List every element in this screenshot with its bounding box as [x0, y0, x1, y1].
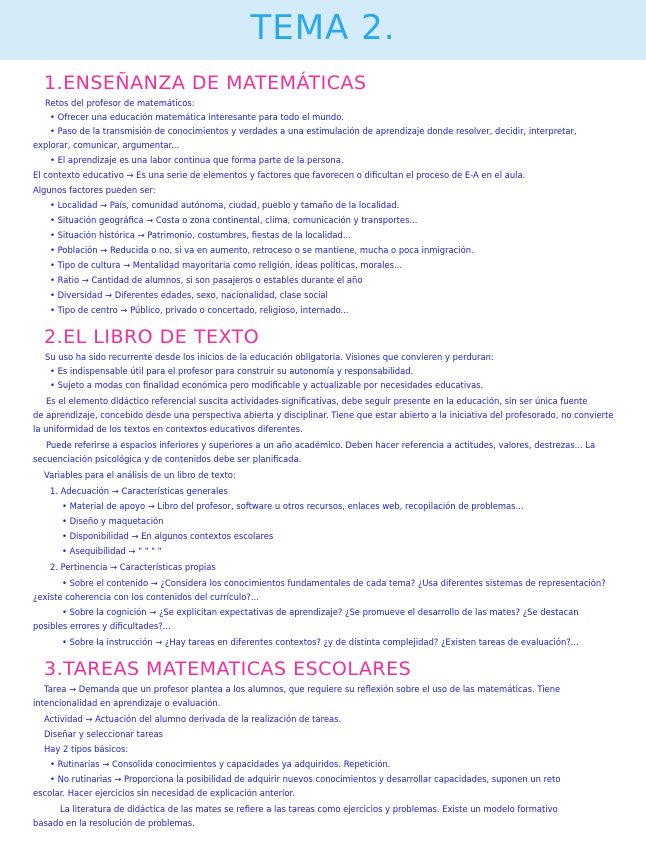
text-line: • Material de apoyo → Libro del profesor, software u otros recursos, enlaces web, recopilación de problemas... [62, 501, 524, 511]
text-line: • Asequibilidad → " " " " [62, 546, 162, 556]
text-line: escolar. Hacer ejercicios sin necesidad de explicación anterior. [33, 788, 295, 798]
text-line: • Sujeto a modas con finalidad económica pero modificable y actualizable por necesidades educativas. [50, 380, 484, 390]
text-line: Puede referirse a espacios inferiores y superiores a un año académico. Deben hacer referencia a actitudes, valores, destrezas... La [46, 440, 596, 450]
text-line: intencionalidad en aprendizaje o evaluación. [33, 698, 221, 708]
section-heading-1: 1.ENSEÑANZA DE MATEMÁTICAS [44, 72, 367, 94]
text-line: posibles errores y dificultades?... [33, 621, 171, 631]
text-line: Diseñar y seleccionar tareas [44, 729, 163, 739]
text-line: Algunos factores pueden ser: [33, 185, 156, 195]
text-line: • Situación geográfica → Costa o zona continental, clima, comunicación y transportes... [50, 215, 418, 225]
text-line: explorar, comunicar, argumentar... [33, 140, 180, 150]
text-line: • Rutinarias → Consolida conocimientos y capacidades ya adquiridos. Repetición. [50, 759, 391, 769]
section-heading-3: 3.TAREAS MATEMATICAS ESCOLARES [44, 658, 412, 680]
text-line: • Ofrecer una educación matemática interesante para todo el mundo. [50, 112, 344, 122]
text-line: Es el elemento didáctico referencial suscita actividades significativas, debe seguir presente en la educación, sin ser única fuente [46, 396, 588, 406]
text-line: 1. Adecuación → Características generales [50, 486, 228, 496]
text-line: • Sobre el contenido → ¿Considera los conocimientos fundamentales de cada tema? ¿Usa diferentes sistemas de representación? [62, 578, 606, 588]
text-line: • Tipo de centro → Público, privado o concertado, religioso, internado... [50, 305, 349, 315]
text-line: Retos del profesor de matemáticos: [45, 98, 195, 108]
text-line: de aprendizaje, concebido desde una perspectiva abierta y disciplinar. Tiene que estar abierto a la iniciativa del profesorado, no convierte [33, 410, 614, 420]
text-line: • El aprendizaje es una labor continua que forma parte de la persona. [50, 155, 344, 165]
text-line: la uniformidad de los textos en contextos educativos diferentes. [33, 424, 303, 434]
section-heading-2: 2.EL LIBRO DE TEXTO [44, 326, 260, 348]
text-line: • Tipo de cultura → Mentalidad mayoritaria como religión, ideas políticas, morales... [50, 260, 402, 270]
text-line: Su uso ha sido recurrente desde los inicios de la educación obligatoria. Visiones que convieren y perduran: [45, 352, 494, 362]
page-title: TEMA 2. [250, 8, 396, 48]
text-line: Variables para el análisis de un libro de texto: [44, 470, 236, 480]
text-line: • Localidad → País, comunidad autónoma, ciudad, pueblo y tamaño de la localidad. [50, 200, 400, 210]
text-line: Hay 2 tipos básicos: [44, 744, 129, 754]
text-line: secuenciación psicológica y de contenidos debe ser planificada. [33, 454, 302, 464]
text-line: ¿existe coherencia con los contenidos del currículo?... [33, 592, 259, 602]
text-line: • Sobre la cognición → ¿Se explicitan expectativas de aprendizaje? ¿Se promueve el desarrollo de las mates? ¿Se destacan [62, 607, 579, 617]
text-line: basado en la resolución de problemas. [33, 818, 195, 828]
text-line: • Diseño y maquetación [62, 516, 164, 526]
text-line: Tarea → Demanda que un profesor plantea a los alumnos, que requiere su reflexión sobre el uso de las matemáticas. Tiene [44, 684, 561, 694]
text-line: • No rutinarias → Proporciona la posibilidad de adquirir nuevos conocimientos y desarrollar capacidades, suponen un reto [50, 774, 561, 784]
text-line: • Situación histórica → Patrimonio, costumbres, fiestas de la localidad... [50, 230, 351, 240]
text-line: • Paso de la transmisión de conocimientos y verdades a una estimulación de aprendizaje donde resolver, decidir, interpretar, [50, 126, 577, 136]
text-line: • Es indispensable útil para el profesor para construir su autonomía y responsabilidad. [50, 366, 414, 376]
text-line: El contexto educativo → Es una serie de elementos y factores que favorecen o dificultan el proceso de E-A en el aula. [33, 170, 526, 180]
text-line: • Población → Reducida o no, si va en aumento, retroceso o se mantiene, mucha o poca inmigración. [50, 245, 474, 255]
text-line: 2. Pertinencia → Características propias [50, 562, 216, 572]
text-line: La literatura de didáctica de las mates se refiere a las tareas como ejercicios y problemas. Existe un modelo formativo [60, 804, 558, 814]
text-line: • Ratio → Cantidad de alumnos, si son pasajeros o estables durante el año [50, 275, 363, 285]
text-line: • Sobre la instrucción → ¿Hay tareas en diferentes contextos? ¿y de distinta complejidad? ¿Existen tareas de evaluación?... [62, 637, 579, 647]
text-line: • Disponibilidad → En algunos contextos escolares [62, 531, 274, 541]
text-line: Actividad → Actuación del alumno derivada de la realización de tareas. [44, 714, 342, 724]
text-line: • Diversidad → Diferentes edades, sexo, nacionalidad, clase social [50, 290, 328, 300]
